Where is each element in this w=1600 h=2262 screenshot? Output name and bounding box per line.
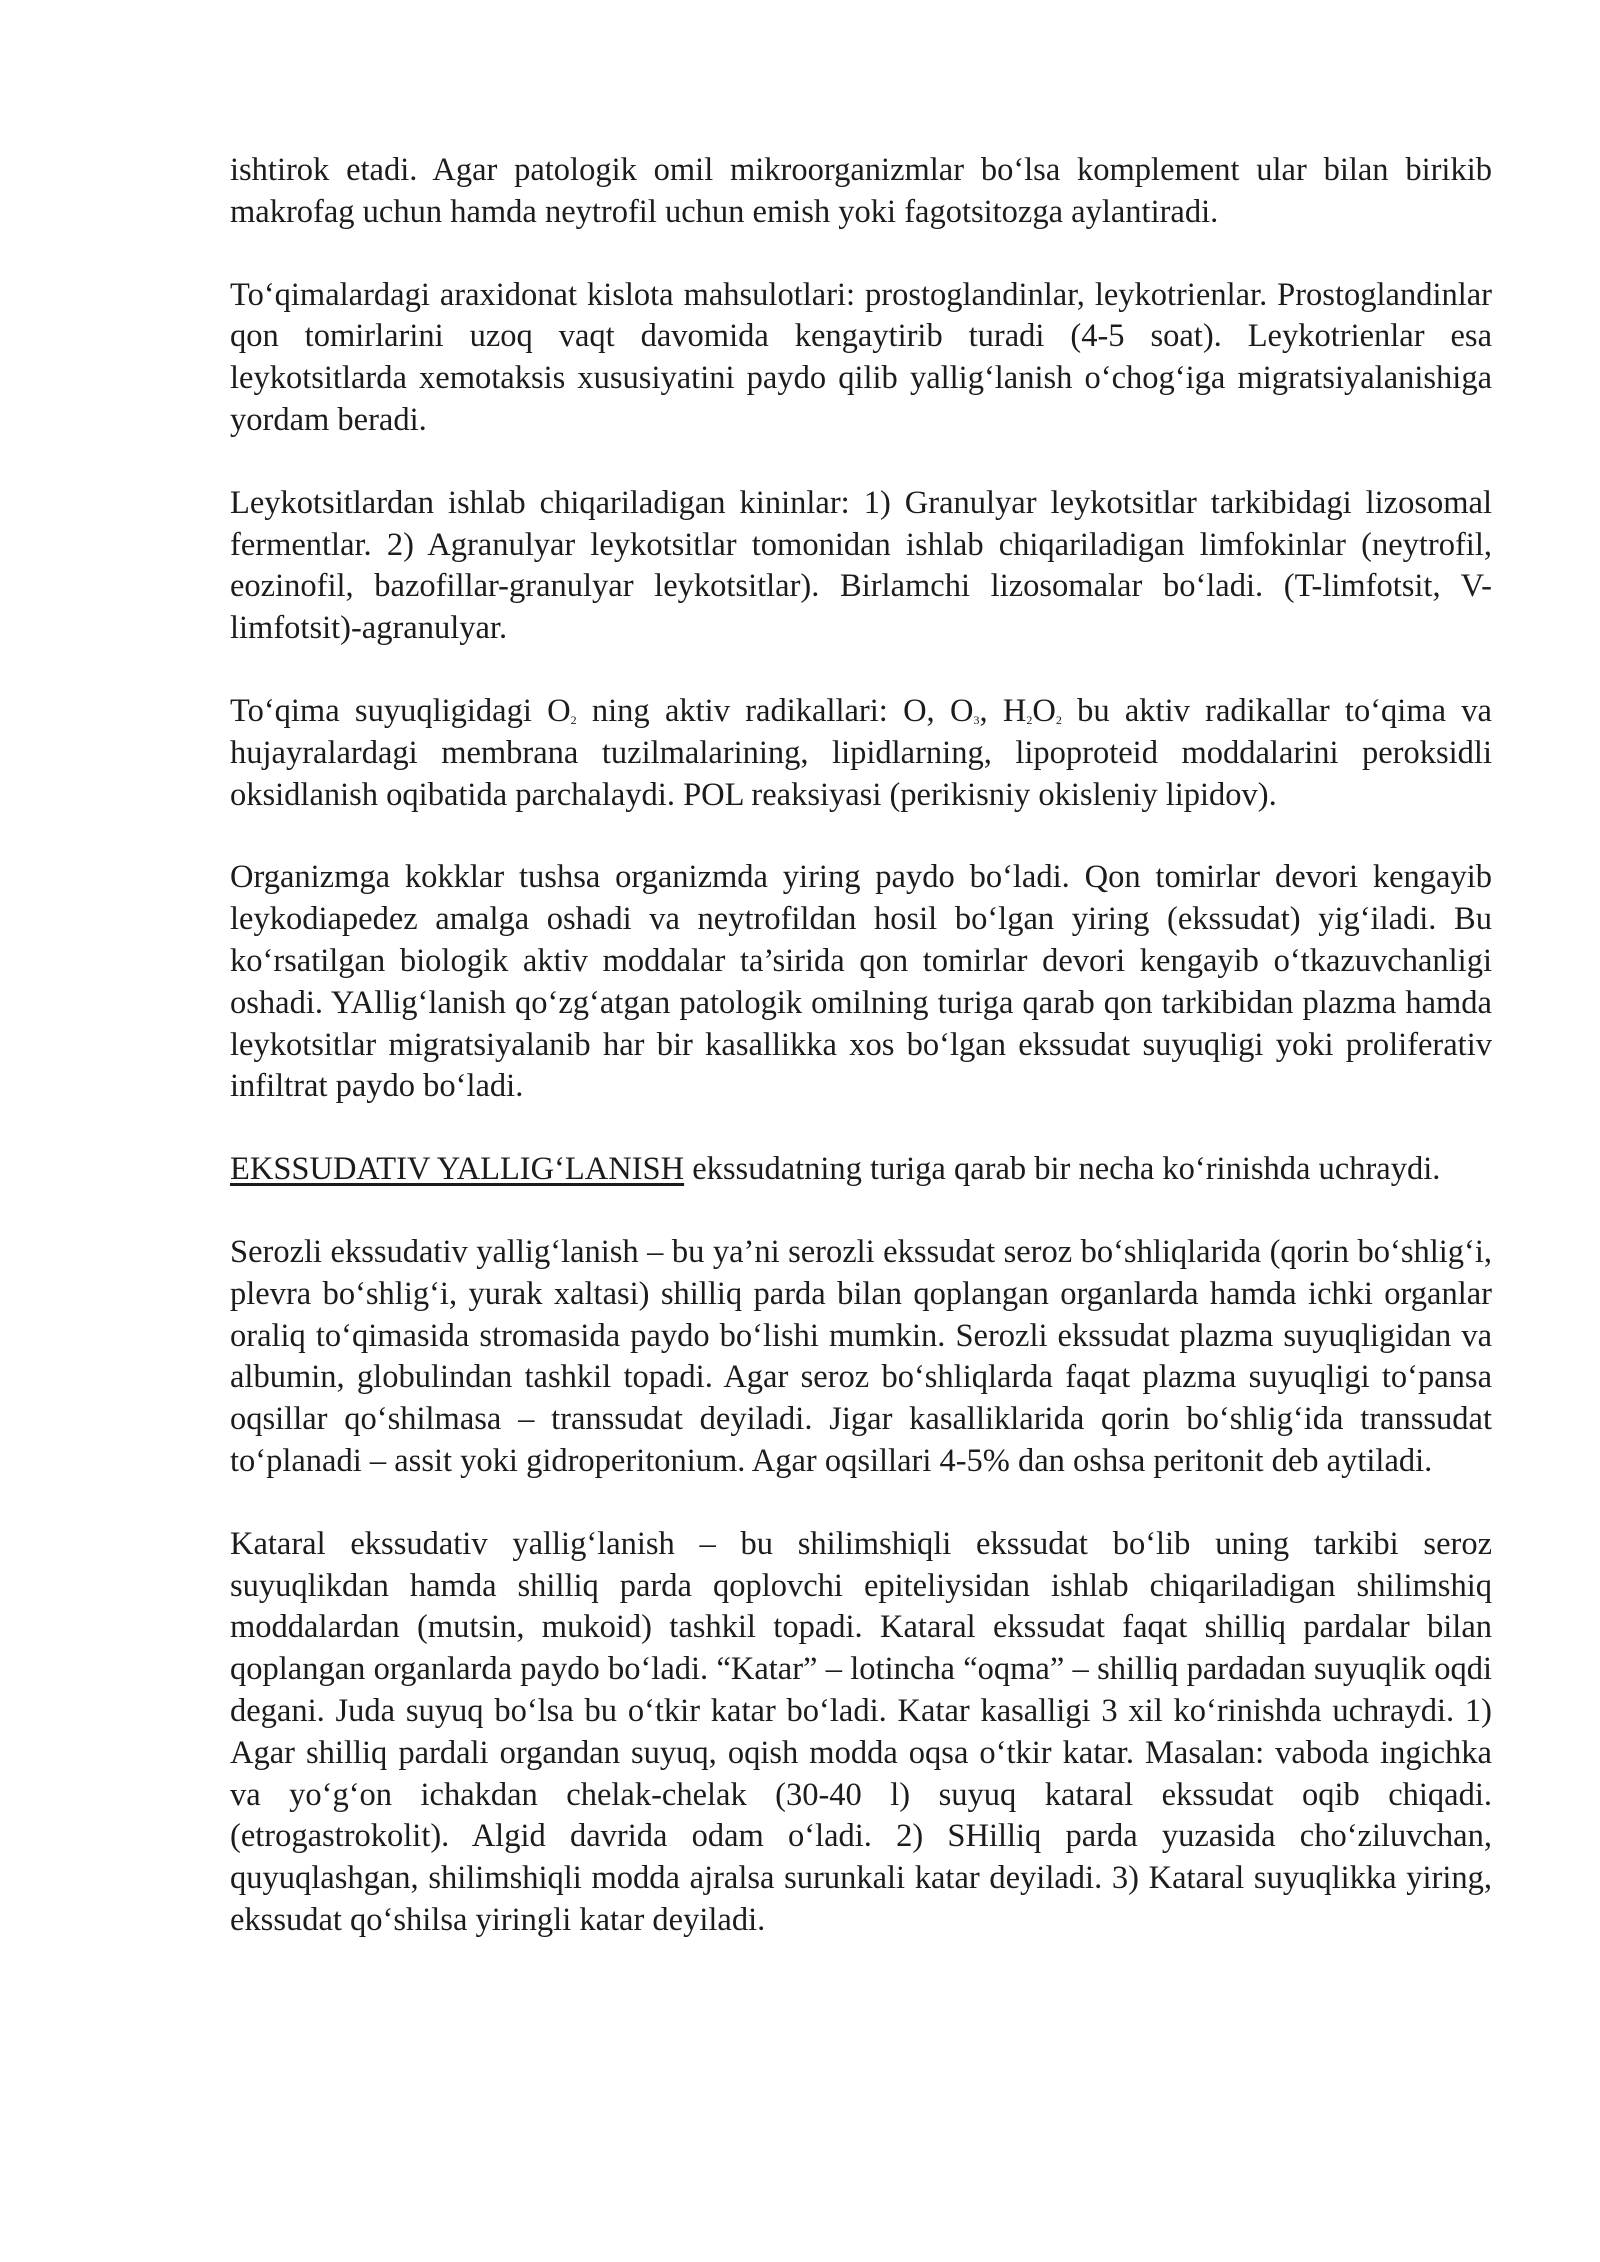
- paragraph-serous-inflammation: Serozli ekssudativ yallig‘lanish – bu ya’ni serozli ekssudat seroz bo‘shliqlarida (qorin bo‘shlig‘i, plevra bo‘shlig‘i, yurak xaltasi) shilliq parda bilan qoplangan organlarda hamda ichki organlar oraliq to‘qimasida stromasida paydo bo‘lishi mumkin. Serozli ekssudat plazma suyuqligidan va albumin, globulindan tashkil topadi. Agar seroz bo‘shliqlarda faqat plazma suyuqligi to‘pansa oqsillar qo‘shilmasa – transsudat deyiladi. Jigar kasalliklarida qorin bo‘shlig‘ida transsudat to‘planadi – assit yoki gidroperitonium. Agar oqsillari 4-5% dan oshsa peritonit deb aytiladi.: [230, 1233, 1492, 1479]
- subscript: 2: [1026, 712, 1033, 727]
- paragraph-catarrhal-inflammation: Kataral ekssudativ yallig‘lanish – bu shilimshiqli ekssudat bo‘lib uning tarkibi seroz suyuqlikdan hamda shilliq parda qoplovchi epiteliysidan ishlab chiqariladigan shilimshiq moddalardan (mutsin, mukoid) tashkil topadi. Kataral ekssudat faqat shilliq pardalar bilan qoplangan organlarda paydo bo‘ladi. “Katar” – lotincha “oqma” – shilliq pardadan suyuqlik oqdi degani. Juda suyuq bo‘lsa bu o‘tkir katar bo‘ladi. Katar kasalligi 3 xil ko‘rinishda uchraydi. 1) Agar shilliq pardali organdan suyuq, oqish modda oqsa o‘tkir katar. Masalan: vaboda ingichka va yo‘g‘on ichakdan chelak-chelak (30-40 l) suyuq kataral ekssudat oqib chiqadi. (etrogastrokolit). Algid davrida odam o‘ladi. 2) SHilliq parda yuzasida cho‘ziluvchan, quyuqlashgan, shilimshiqli modda ajralsa surunkali katar deyiladi. 3) Kataral suyuqlikka yiring, ekssudat qo‘shilsa yiringli katar deyiladi.: [230, 1525, 1492, 1938]
- paragraph-kinins: Leykotsitlardan ishlab chiqariladigan kininlar: 1) Granulyar leykotsitlar tarkibidagi lizosomal fermentlar. 2) Agranulyar leykotsitlar tomonidan ishlab chiqariladigan limfokinlar (neytrofil, eozinofil, bazofillar-granulyar leykotsitlar). Birlamchi lizosomalar bo‘ladi. (T-limfotsit, V-limfotsit)-agranulyar.: [230, 484, 1492, 647]
- paragraph-arachidonic-acid: To‘qimalardagi araxidonat kislota mahsulotlari: prostoglandinlar, leykotrienlar. Prostoglandinlar qon tomirlarini uzoq vaqt davomida kengaytirib turadi (4-5 soat). Leykotrienlar esa leykotsitlarda xemotaksis xususiyatini paydo qilib yallig‘lanish o‘chog‘iga migratsiyalanishiga yordam beradi.: [230, 276, 1492, 438]
- paragraph-oxygen-radicals: [230, 691, 1492, 816]
- section-heading: EKSSUDATIV YALLIG‘LANISH: [230, 1151, 685, 1188]
- subscript: 2: [1055, 712, 1062, 727]
- paragraph-exudative-heading: [230, 1149, 1492, 1191]
- subscript: 2: [570, 712, 577, 727]
- text-run: O: [1032, 692, 1056, 729]
- text-run: ekssudatning turiga qarab bir necha ko‘rinishda uchraydi.: [684, 1151, 1441, 1188]
- text-run: To‘qima suyuqligidagi O: [230, 692, 571, 729]
- text-run: bu aktiv radikallar to‘qima va hujayralardagi membrana tuzilmalarining, lipidlarning, lipoproteid moddalarini peroksidli oksidlanish oqibatida parchalaydi. POL reaksiyasi (perikisniy okisleniy lipidov).: [230, 692, 1492, 813]
- paragraph-complement: ishtirok etadi. Agar patologik omil mikroorganizmlar bo‘lsa komplement ular bilan birikib makrofag uchun hamda neytrofil uchun emish yoki fagotsitozga aylantiradi.: [230, 152, 1492, 230]
- subscript: 3: [973, 712, 980, 727]
- document-page: [230, 150, 1492, 1942]
- text-run: , H: [979, 692, 1027, 729]
- paragraph-cocci-pus: Organizmga kokklar tushsa organizmda yiring paydo bo‘ladi. Qon tomirlar devori kengayib leykodiapedez amalga oshadi va neytrofildan hosil bo‘lgan yiring (ekssudat) yig‘iladi. Bu ko‘rsatilgan biologik aktiv moddalar ta’sirida qon tomirlar devori kengayib o‘tkazuvchanligi oshadi. YAllig‘lanish qo‘zg‘atgan patologik omilning turiga qarab qon tarkibidan plazma hamda leykotsitlar migratsiyalanib har bir kasallikka xos bo‘lgan ekssudat suyuqligi yoki proliferativ infiltrat paydo bo‘ladi.: [230, 859, 1492, 1105]
- text-run: ning aktiv radikallari: O, O: [576, 692, 974, 729]
